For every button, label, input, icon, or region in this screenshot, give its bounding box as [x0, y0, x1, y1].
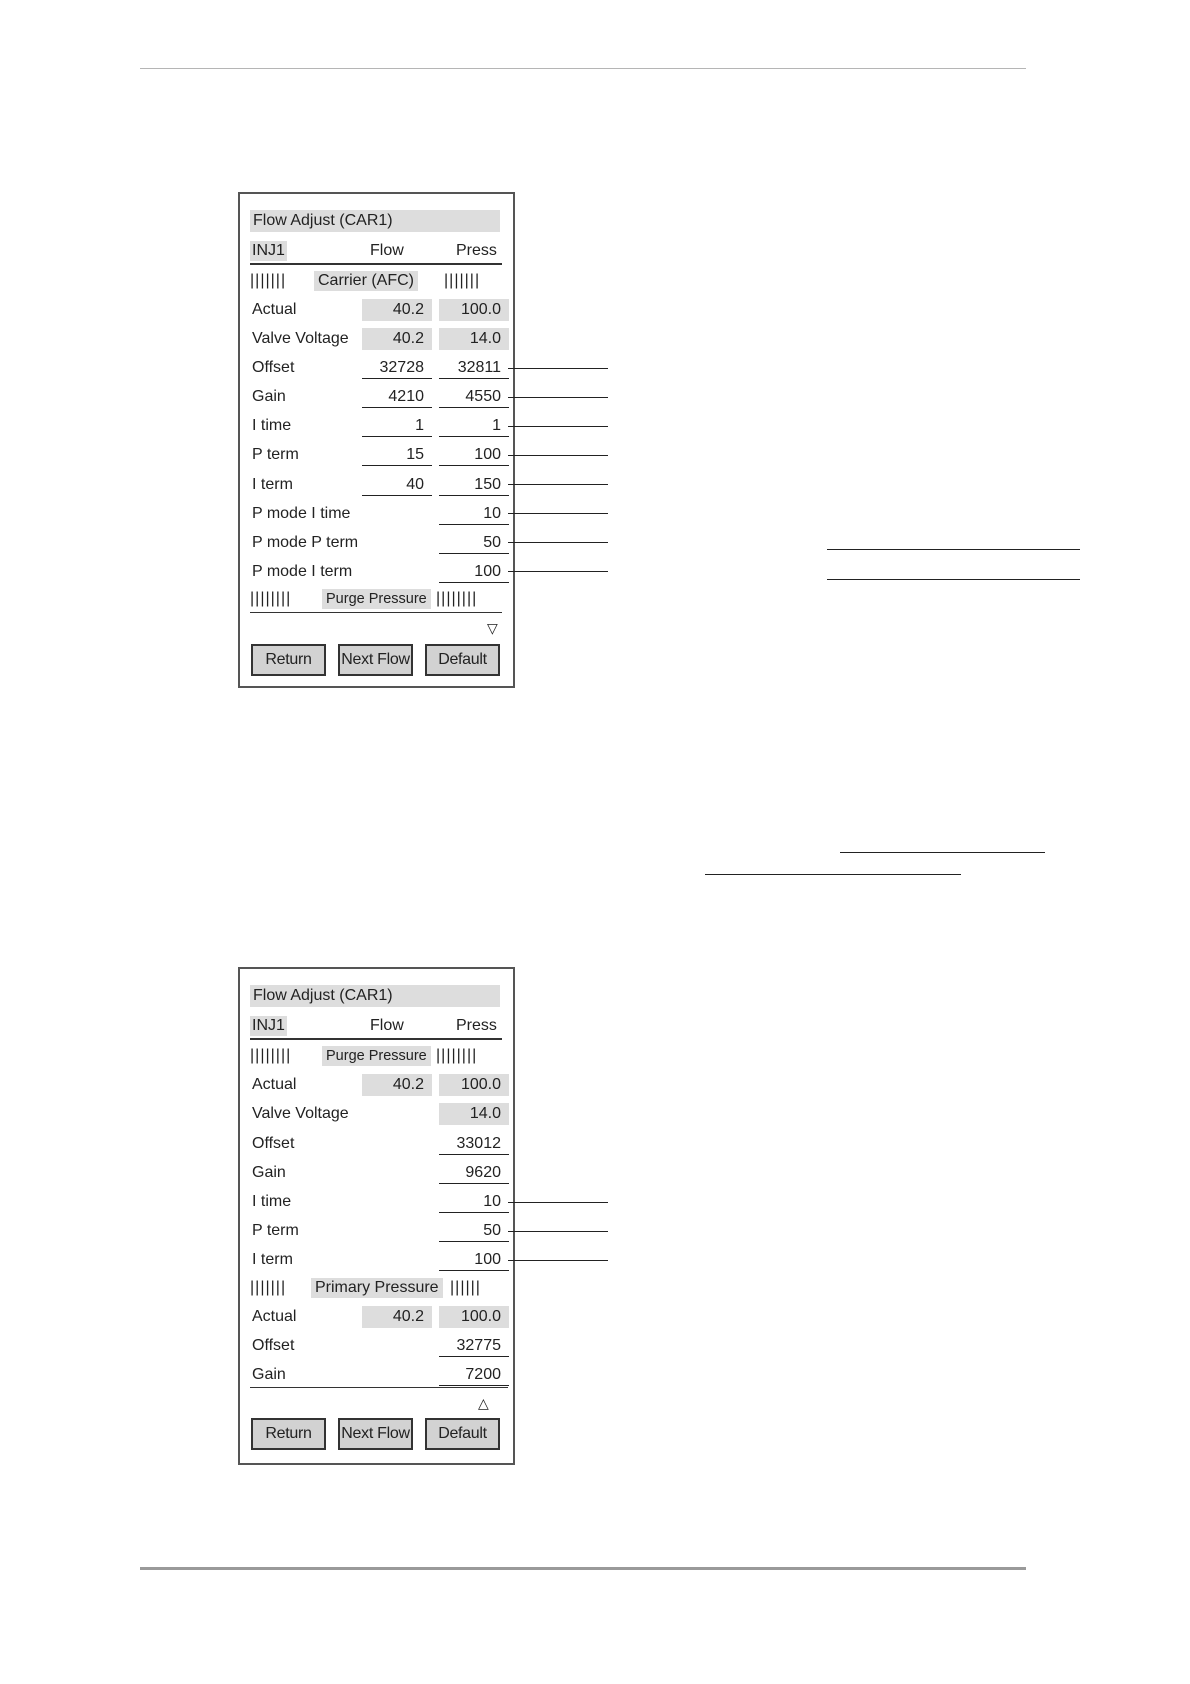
row-label-offset: Offset [252, 1135, 295, 1152]
section-label-carrier: Carrier (AFC) [314, 271, 418, 291]
primary-gain-press-field[interactable]: 7200 [439, 1365, 509, 1386]
offset-press-field[interactable]: 32811 [439, 358, 509, 379]
i-time-press-field[interactable]: 1 [439, 416, 509, 437]
underline-blank [705, 874, 961, 875]
callout-line-p-mode-i-term [508, 571, 608, 572]
valve-voltage-flow-value: 40.2 [362, 328, 432, 350]
i-term-press-field[interactable]: 150 [439, 475, 509, 496]
gain-press-field[interactable]: 4550 [439, 387, 509, 408]
callout-line-offset [508, 368, 608, 369]
section-label-primary-pressure: Primary Pressure [311, 1278, 443, 1298]
section-label-purge-pressure: Purge Pressure [322, 589, 431, 609]
section-bars-right: ||||||| [444, 272, 481, 289]
section-bars-right: |||||||| [436, 1047, 478, 1064]
actual-flow-value: 40.2 [362, 299, 432, 321]
footer-rule [140, 1567, 1026, 1570]
actual-press-value: 100.0 [439, 299, 509, 321]
row-label-i-time: I time [252, 1193, 292, 1210]
gain-flow-field[interactable]: 4210 [362, 387, 432, 408]
row-label-p-mode-i-time: P mode I time [252, 505, 351, 522]
valve-voltage-press-value: 14.0 [439, 328, 509, 350]
callout-line-p-mode-p-term [508, 542, 608, 543]
flow-adjust-panel-2 [238, 967, 515, 1465]
valve-voltage-press-value: 14.0 [439, 1103, 509, 1125]
primary-actual-press-value: 100.0 [439, 1306, 509, 1328]
callout-line-i-term [508, 484, 608, 485]
section-label-purge-pressure: Purge Pressure [322, 1046, 431, 1066]
column-header-flow: Flow [370, 1017, 404, 1034]
row-label-actual: Actual [252, 301, 297, 318]
p-mode-i-time-press-field[interactable]: 10 [439, 504, 509, 525]
callout-line-i-term [508, 1260, 608, 1261]
primary-actual-flow-value: 40.2 [362, 1306, 432, 1328]
column-header-flow: Flow [370, 242, 404, 259]
list-bottom-divider [250, 612, 502, 613]
section-bars-right: |||||| [450, 1279, 481, 1296]
panel-title: Flow Adjust (CAR1) [250, 985, 500, 1007]
i-term-flow-field[interactable]: 40 [362, 475, 432, 496]
row-label-actual: Actual [252, 1308, 297, 1325]
row-label-gain: Gain [252, 1164, 286, 1181]
next-flow-button[interactable]: Next Flow [338, 644, 413, 676]
column-header-press: Press [456, 1017, 497, 1034]
row-label-valve-voltage: Valve Voltage [252, 1105, 349, 1122]
return-button[interactable]: Return [251, 644, 326, 676]
row-label-gain: Gain [252, 1366, 286, 1383]
callout-line-gain [508, 397, 608, 398]
column-header-press: Press [456, 242, 497, 259]
row-label-offset: Offset [252, 359, 295, 376]
row-label-actual: Actual [252, 1076, 297, 1093]
panel-title: Flow Adjust (CAR1) [250, 210, 500, 232]
section-bars-left: ||||||| [250, 1279, 287, 1296]
header-divider [250, 1038, 502, 1040]
p-mode-i-term-press-field[interactable]: 100 [439, 562, 509, 583]
i-term-press-field[interactable]: 100 [439, 1250, 509, 1271]
row-label-p-mode-i-term: P mode I term [252, 563, 353, 580]
row-label-i-term: I term [252, 476, 293, 493]
default-button[interactable]: Default [425, 644, 500, 676]
injector-label: INJ1 [252, 242, 285, 259]
row-label-p-term: P term [252, 1222, 299, 1239]
row-label-valve-voltage: Valve Voltage [252, 330, 349, 347]
row-label-p-term: P term [252, 446, 299, 463]
header-rule [140, 68, 1026, 69]
p-term-press-field[interactable]: 100 [439, 445, 509, 466]
actual-flow-value: 40.2 [362, 1074, 432, 1096]
p-term-flow-field[interactable]: 15 [362, 445, 432, 466]
scroll-up-icon[interactable]: △ [478, 1395, 489, 1411]
row-label-i-time: I time [252, 417, 292, 434]
offset-flow-field[interactable]: 32728 [362, 358, 432, 379]
callout-line-p-term [508, 455, 608, 456]
primary-offset-press-field[interactable]: 32775 [439, 1336, 509, 1357]
callout-line-i-time [508, 426, 608, 427]
scroll-down-icon[interactable]: ▽ [487, 620, 498, 636]
row-label-offset: Offset [252, 1337, 295, 1354]
callout-line-i-time [508, 1202, 608, 1203]
gain-press-field[interactable]: 9620 [439, 1163, 509, 1184]
callout-line-p-term [508, 1231, 608, 1232]
injector-label: INJ1 [252, 1017, 285, 1034]
list-bottom-divider [250, 1387, 508, 1388]
underline-blank [827, 549, 1080, 550]
section-bars-right: |||||||| [436, 590, 478, 607]
underline-blank [827, 579, 1080, 580]
section-bars-left: |||||||| [250, 1047, 292, 1064]
underline-blank [840, 852, 1045, 853]
i-time-press-field[interactable]: 10 [439, 1192, 509, 1213]
row-label-p-mode-p-term: P mode P term [252, 534, 359, 551]
header-divider [250, 263, 502, 265]
row-label-gain: Gain [252, 388, 286, 405]
actual-press-value: 100.0 [439, 1074, 509, 1096]
p-term-press-field[interactable]: 50 [439, 1221, 509, 1242]
default-button[interactable]: Default [425, 1418, 500, 1450]
flow-adjust-panel-1 [238, 192, 515, 688]
row-label-i-term: I term [252, 1251, 293, 1268]
i-time-flow-field[interactable]: 1 [362, 416, 432, 437]
section-bars-left: |||||||| [250, 590, 292, 607]
callout-line-p-mode-i-time [508, 513, 608, 514]
return-button[interactable]: Return [251, 1418, 326, 1450]
p-mode-p-term-press-field[interactable]: 50 [439, 533, 509, 554]
offset-press-field[interactable]: 33012 [439, 1134, 509, 1155]
section-bars-left: ||||||| [250, 272, 287, 289]
next-flow-button[interactable]: Next Flow [338, 1418, 413, 1450]
